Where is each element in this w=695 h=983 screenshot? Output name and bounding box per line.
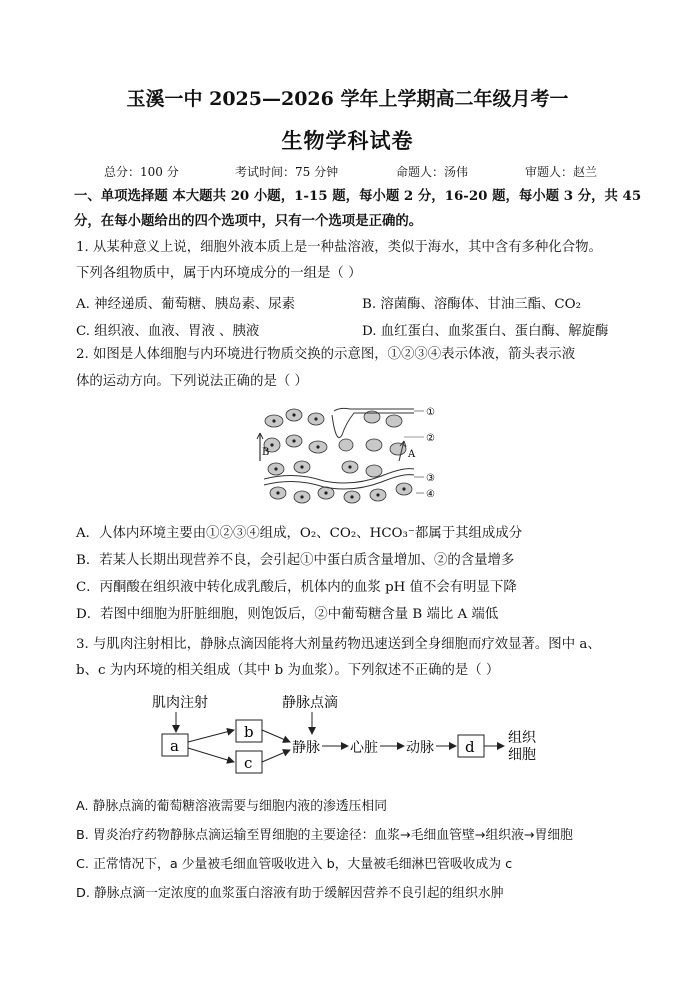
exam-title: 玉溪一中 2025—2026 学年上学期高二年级月考一 [126, 88, 569, 110]
drug-delivery-diagram [150, 690, 560, 780]
blood-capillary [264, 469, 414, 483]
q2-option-b: B．若某人长期出现营养不良，会引起①中蛋白质含量增加、②的含量增多 [76, 553, 515, 568]
fluid-label-3: ③ [426, 473, 435, 484]
reviewer: 审题人：赵兰 [525, 165, 598, 179]
lymph-capillary [334, 408, 414, 411]
q2-stem-line1: 2. 如图是人体细胞与内环境进行物质交换的示意图，①②③④表示体液，箭头表示液 [76, 347, 576, 362]
q1-stem-line2: 下列各组物质中，属于内环境成分的一组是（ ） [76, 266, 362, 281]
q1-option-a: A. 神经递质、葡萄糖、胰岛素、尿素 [76, 297, 296, 312]
q3-option-d: D. 静脉点滴一定浓度的血浆蛋白溶液有助于缓解因营养不良引起的组织水肿 [76, 886, 504, 901]
q2-option-a: A．人体内环境主要由①②③④组成，O₂、CO₂、HCO₃⁻都属于其组成成分 [76, 526, 523, 541]
body-fluid-exchange-figure [254, 405, 444, 517]
end-label-b: B [262, 447, 270, 458]
q1-option-b: B. 溶菌酶、溶酶体、甘油三酯、CO₂ [362, 297, 582, 312]
q2-stem-line2: 体的运动方向。下列说法正确的是（ ） [76, 374, 308, 389]
exam-subtitle: 生物学科试卷 [281, 128, 414, 153]
total-score: 总分：100 分 [104, 165, 179, 179]
q3-option-a: A. 静脉点滴的葡萄糖溶液需要与细胞内液的渗透压相同 [76, 799, 387, 814]
label-tissue-line1: 组织 [508, 730, 536, 746]
label-artery: 动脉 [406, 740, 434, 756]
tissue-cell [390, 443, 406, 455]
section-heading-line1: 一、单项选择题 本大题共 20 小题，1-15 题，每小题 2 分，16-20 题，每小题 3 分，共 45 [74, 188, 642, 204]
fluid-label-4: ④ [426, 489, 435, 500]
fluid-label-2: ② [426, 433, 435, 444]
label-heart: 心脏 [350, 740, 378, 756]
tissue-cell [366, 465, 382, 477]
q3-stem-line1: 3. 与肌肉注射相比，静脉点滴因能将大剂量药物迅速送到全身细胞而疗效显著。图中 a、 [76, 637, 601, 652]
q1-option-c: C. 组织液、血液、胃液 、胰液 [76, 324, 260, 339]
box-d-label: d [465, 738, 475, 756]
end-label-a: A [408, 449, 416, 460]
label-vein: 静脉 [292, 740, 320, 756]
section-heading-line2: 分，在每小题给出的四个选项中，只有一个选项是正确的。 [74, 213, 423, 229]
q1-option-d: D. 血红蛋白、血浆蛋白、蛋白酶、解旋酶 [362, 324, 609, 339]
q3-option-b: B. 胃炎治疗药物静脉点滴运输至胃细胞的主要途径：血浆→毛细血管壁→组织液→胃细胞 [76, 828, 573, 843]
question-author: 命题人：汤伟 [396, 165, 469, 179]
tissue-cell [386, 415, 402, 427]
q3-option-c: C. 正常情况下，a 少量被毛细血管吸收进入 b，大量被毛细淋巴管吸收成为 c [76, 857, 513, 872]
q1-stem-line1: 1. 从某种意义上说，细胞外液本质上是一种盐溶液，类似于海水，其中含有多种化合物。 [76, 240, 602, 255]
q2-option-c: C．丙酮酸在组织液中转化成乳酸后，机体内的血浆 pH 值不会有明显下降 [76, 580, 517, 595]
q3-stem-line2: b、c 为内环境的相关组成（其中 b 为血浆）。下列叙述不正确的是（ ） [76, 663, 500, 678]
fluid-label-1: ① [426, 407, 435, 418]
box-b-label: b [244, 723, 254, 741]
q2-option-d: D．若图中细胞为肝脏细胞，则饱饭后，②中葡萄糖含量 B 端比 A 端低 [76, 607, 499, 622]
box-a-label: a [170, 737, 179, 755]
label-tissue-line2: 细胞 [508, 747, 536, 763]
box-c-label: c [244, 754, 253, 772]
tissue-cell [339, 439, 353, 451]
tissue-cell [366, 439, 382, 451]
label-iv-drip: 静脉点滴 [282, 695, 338, 711]
exam-time: 考试时间：75 分钟 [235, 165, 339, 179]
label-im-injection: 肌肉注射 [152, 695, 208, 711]
